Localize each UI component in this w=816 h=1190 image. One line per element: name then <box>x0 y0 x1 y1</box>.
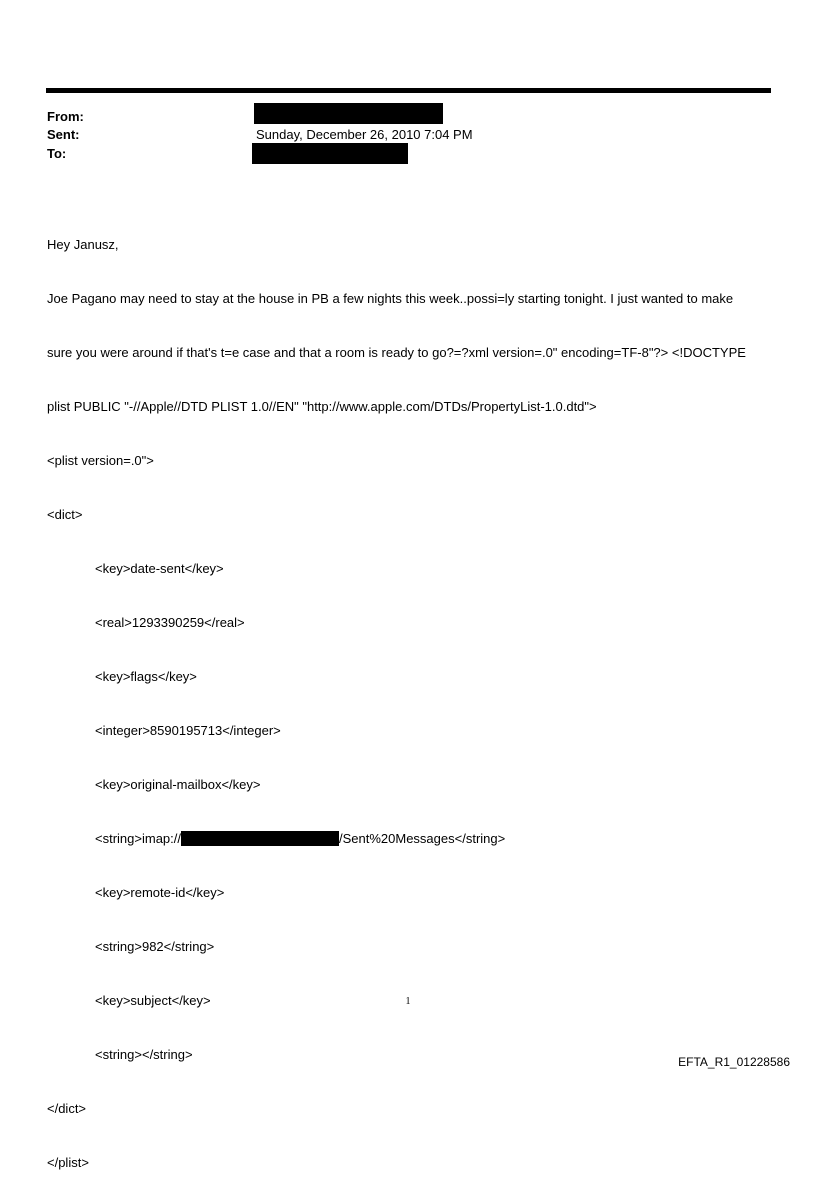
plist-entry: <key>subject</key> <box>95 993 211 1008</box>
body-line-3: plist PUBLIC "-//Apple//DTD PLIST 1.0//EN" "http://www.apple.com/DTDs/PropertyList-1.0.dtd"> <box>47 399 597 414</box>
plist-entry: <integer>8590195713</integer> <box>95 723 281 738</box>
plist-entry: <string>982</string> <box>95 939 215 954</box>
imap-prefix: <string>imap:// <box>95 831 181 846</box>
plist-entry: <key>remote-id</key> <box>95 885 225 900</box>
sent-value: Sunday, December 26, 2010 7:04 PM <box>256 127 473 142</box>
header-rule <box>46 88 771 93</box>
redacted-from <box>254 103 443 124</box>
redacted-to <box>252 143 408 164</box>
dict-open: <dict> <box>47 507 83 522</box>
plist-entry: <string></string> <box>95 1047 193 1062</box>
page-number: 1 <box>405 996 411 1007</box>
body-line-2: sure you were around if that's t=e case and that a room is ready to go?=?xml version=.0" encoding=TF-8"?> <!DOCTYPE <box>47 345 746 360</box>
document-id: EFTA_R1_01228586 <box>678 1055 790 1069</box>
imap-entry <box>47 830 772 848</box>
plist-entry: <real>1293390259</real> <box>95 615 245 630</box>
plist-close: </plist> <box>47 1155 89 1170</box>
plist-entry: <key>original-mailbox</key> <box>95 777 261 792</box>
plist-entry: <key>flags</key> <box>95 669 197 684</box>
imap-suffix: /Sent%20Messages</string> <box>339 831 506 846</box>
sent-label: Sent: <box>47 127 80 142</box>
plist-open: <plist version=.0"> <box>47 453 154 468</box>
email-body <box>47 200 772 1190</box>
to-label: To: <box>47 146 67 161</box>
greeting: Hey Janusz, <box>47 237 119 252</box>
dict-close: </dict> <box>47 1101 87 1116</box>
plist-entry: <key>date-sent</key> <box>95 561 224 576</box>
body-line-1: Joe Pagano may need to stay at the house in PB a few nights this week..possi=ly starting tonight. I just wanted to make <box>47 291 734 306</box>
from-label: From: <box>47 109 84 124</box>
redacted-imap-address <box>181 831 339 846</box>
